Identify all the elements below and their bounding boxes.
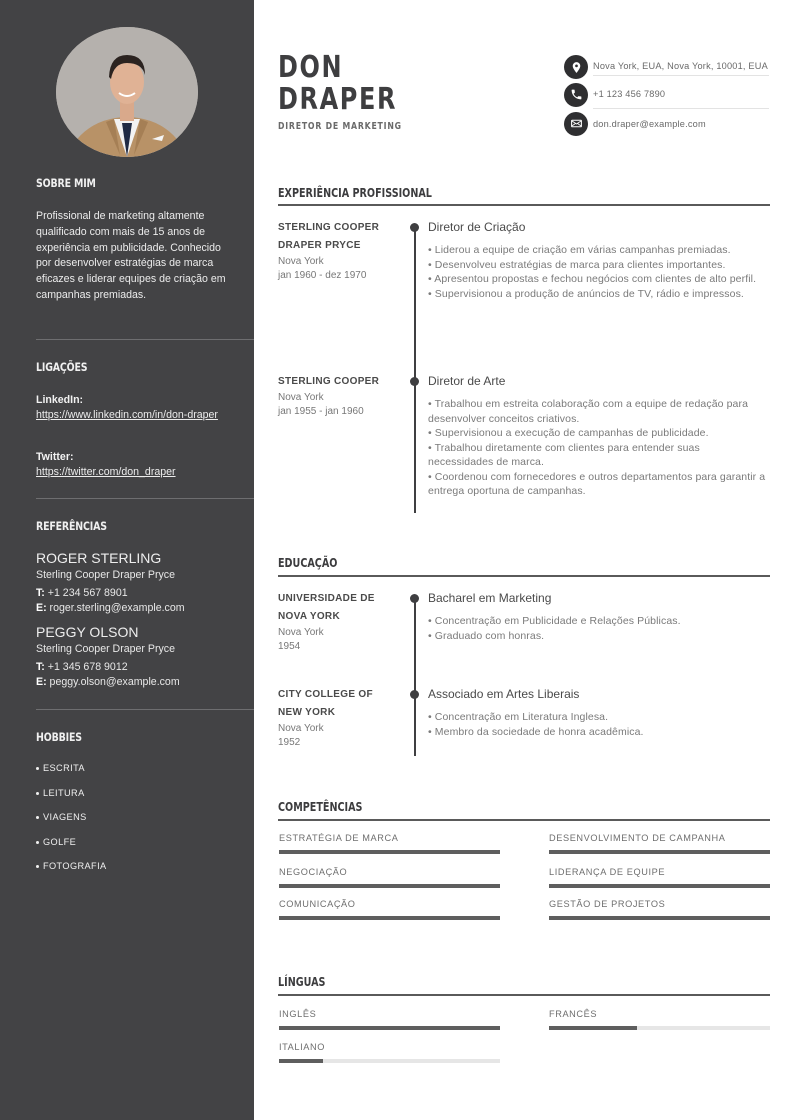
entry-role: Diretor de Arte (428, 374, 506, 388)
language-bar-fill (279, 1059, 323, 1063)
sidebar (0, 0, 254, 1120)
skill-item (279, 832, 500, 854)
bullet-item: • Membro da sociedade de honra acadêmica. (428, 725, 644, 738)
hobbies-list (36, 760, 107, 883)
links-heading: LIGAÇÕES (36, 360, 88, 374)
entry-role: Diretor de Criação (428, 220, 526, 234)
reference-email-value[interactable]: roger.sterling@example.com (49, 601, 185, 614)
entry-bullets (428, 614, 768, 643)
reference-name: PEGGY OLSON (36, 624, 139, 640)
hobbies-heading: HOBBIES (36, 730, 82, 744)
hobby-item (36, 809, 107, 834)
entry-organization (278, 373, 398, 418)
language-bar (279, 1026, 500, 1030)
email-text[interactable]: don.draper@example.com (593, 118, 706, 129)
divider (36, 709, 254, 710)
language-label: INGLÊS (279, 1009, 317, 1019)
skill-bar-fill (549, 884, 770, 888)
section-rule (278, 994, 770, 996)
skill-bar-fill (279, 850, 500, 854)
language-label: FRANCÊS (549, 1009, 598, 1019)
bullet-item: • Concentração em Literatura Inglesa. (428, 711, 609, 723)
link-linkedin (36, 393, 236, 422)
skill-bar (279, 884, 500, 888)
language-item (549, 1008, 770, 1030)
phone-icon (564, 83, 588, 107)
twitter-label: Twitter: (36, 451, 74, 463)
skill-bar-fill (549, 850, 770, 854)
divider (36, 498, 254, 499)
bullet-item: • Apresentou propostas e fechou negócios com clientes de alto perfil. (428, 273, 757, 285)
language-bar-fill (549, 1026, 637, 1030)
entry-dates: jan 1955 - jan 1960 (278, 405, 364, 417)
entry-location: Nova York (278, 256, 324, 267)
language-bar-fill (279, 1026, 500, 1030)
skill-bar (549, 916, 770, 920)
entry-role: Associado em Artes Liberais (428, 687, 580, 701)
entry-bullets (428, 397, 768, 499)
hobby-label: GOLFE (43, 836, 77, 847)
hobby-label: LEITURA (43, 787, 85, 798)
org-line: UNIVERSIDADE DE (278, 593, 375, 604)
skill-bar-fill (279, 916, 500, 920)
about-heading: SOBRE MIM (36, 176, 96, 190)
section-rule (278, 819, 770, 821)
entry-organization (278, 590, 398, 653)
bullet-icon (36, 816, 39, 819)
entry-organization (278, 686, 398, 749)
skill-item (549, 866, 770, 888)
section-rule (278, 204, 770, 206)
reference-email (36, 675, 246, 690)
envelope-icon (564, 112, 588, 136)
profile-photo (56, 27, 198, 157)
portrait-image (56, 27, 198, 157)
entry-location: Nova York (278, 392, 324, 403)
skill-item (549, 898, 770, 920)
candidate-name (278, 52, 397, 116)
skill-item (549, 832, 770, 854)
org-line: NEW YORK (278, 707, 336, 718)
entry-dates: 1952 (278, 736, 301, 748)
divider (36, 339, 254, 340)
phone-prefix: T: (36, 661, 45, 673)
skill-label: NEGOCIAÇÃO (279, 867, 348, 877)
experience-heading: EXPERIÊNCIA PROFISSIONAL (278, 186, 432, 200)
bullet-icon (36, 767, 39, 770)
reference-email-value[interactable]: peggy.olson@example.com (49, 675, 180, 688)
entry-organization (278, 219, 398, 282)
bullet-item: • Graduado com honras. (428, 629, 545, 642)
bullet-item: • Supervisionou a execução de campanhas de publicidade. (428, 427, 709, 439)
skill-item (279, 898, 500, 920)
language-bar (279, 1059, 500, 1063)
section-rule (278, 575, 770, 577)
last-name: DRAPER (278, 82, 398, 117)
entry-dates: 1954 (278, 640, 301, 652)
job-title: DIRETOR DE MARKETING (278, 121, 402, 132)
reference-company: Sterling Cooper Draper Pryce (36, 569, 175, 581)
bullet-item: • Concentração em Publicidade e Relações Públicas. (428, 615, 681, 627)
skill-bar (279, 916, 500, 920)
bullet-icon (36, 865, 39, 868)
reference-item (36, 550, 246, 615)
reference-phone (36, 660, 246, 675)
contact-email (564, 111, 769, 138)
languages-heading: LÍNGUAS (278, 975, 326, 989)
bullet-item: • Liderou a equipe de criação em várias campanhas premiadas. (428, 244, 731, 256)
entry-dates: jan 1960 - dez 1970 (278, 269, 367, 281)
org-line: STERLING COOPER (278, 222, 380, 233)
location-pin-icon (564, 55, 588, 79)
contact-phone (564, 81, 769, 109)
hobby-label: FOTOGRAFIA (43, 861, 107, 872)
skill-bar-fill (279, 884, 500, 888)
skill-bar (549, 884, 770, 888)
address-text: Nova York, EUA, Nova York, 10001, EUA (593, 58, 769, 76)
bullet-item: • Desenvolveu estratégias de marca para clientes importantes. (428, 258, 726, 271)
reference-phone-value: +1 345 678 9012 (47, 661, 128, 673)
reference-phone-value: +1 234 567 8901 (47, 587, 128, 599)
skill-bar (279, 850, 500, 854)
bullet-item: • Trabalhou diretamente com clientes para entender suas necessidades de marca. (428, 441, 700, 468)
language-label: ITALIANO (279, 1042, 325, 1052)
timeline-line (414, 596, 416, 756)
hobby-item (36, 760, 107, 785)
skill-label: DESENVOLVIMENTO DE CAMPANHA (549, 833, 726, 843)
phone-prefix: T: (36, 587, 45, 599)
phone-text: +1 123 456 7890 (593, 81, 769, 109)
about-text: Profissional de marketing altamente qualificado com mais de 15 anos de experiência em publicidade. Conhecido por desenvolver estratégias de marca eficazes e liderar equipes de criação em campanhas premiadas. (36, 210, 226, 301)
hobby-item (36, 858, 107, 883)
org-line: STERLING COOPER (278, 376, 380, 387)
reference-phone (36, 586, 246, 601)
hobby-label: ESCRITA (43, 763, 85, 773)
email-prefix: E: (36, 675, 47, 688)
bullet-item: • Supervisionou a produção de anúncios de TV, rádio e impressos. (428, 287, 744, 300)
timeline-dot-icon (410, 223, 419, 232)
language-item (279, 1041, 500, 1063)
timeline-dot-icon (410, 690, 419, 699)
hobby-label: VIAGENS (43, 812, 87, 823)
timeline-line (414, 226, 416, 513)
org-line: NOVA YORK (278, 611, 340, 622)
bullet-item: • Coordenou com fornecedores e outros departamentos para garantir a entrega oportuna de campanhas. (428, 470, 766, 497)
bullet-icon (36, 841, 39, 844)
linkedin-label: LinkedIn: (36, 394, 84, 406)
skill-label: LIDERANÇA DE EQUIPE (549, 867, 666, 877)
education-heading: EDUCAÇÃO (278, 556, 338, 570)
skill-bar-fill (549, 916, 770, 920)
first-name: DON (278, 50, 344, 85)
skill-label: COMUNICAÇÃO (279, 899, 356, 909)
reference-company: Sterling Cooper Draper Pryce (36, 643, 175, 655)
twitter-url[interactable]: https://twitter.com/don_draper (36, 465, 176, 478)
hobby-item (36, 834, 107, 859)
hobby-item (36, 785, 107, 810)
entry-role: Bacharel em Marketing (428, 591, 552, 605)
email-prefix: E: (36, 601, 47, 614)
references-heading: REFERÊNCIAS (36, 519, 107, 533)
language-bar (549, 1026, 770, 1030)
reference-name: ROGER STERLING (36, 550, 162, 566)
skills-heading: COMPETÊNCIAS (278, 800, 363, 814)
entry-bullets (428, 243, 768, 301)
org-line: CITY COLLEGE OF (278, 689, 373, 700)
contact-address (564, 55, 769, 79)
skill-bar (549, 850, 770, 854)
reference-email (36, 601, 246, 616)
bullet-icon (36, 792, 39, 795)
timeline-dot-icon (410, 594, 419, 603)
org-line: DRAPER PRYCE (278, 240, 361, 251)
entry-bullets (428, 710, 768, 739)
entry-location: Nova York (278, 627, 324, 638)
contact-list (564, 55, 769, 137)
skill-label: ESTRATÉGIA DE MARCA (279, 833, 399, 843)
link-twitter (36, 450, 236, 479)
bullet-item: • Trabalhou em estreita colaboração com a equipe de redação para desenvolver conceitos criativos. (428, 398, 749, 425)
skill-item (279, 866, 500, 888)
timeline-dot-icon (410, 377, 419, 386)
reference-item (36, 624, 246, 689)
skill-label: GESTÃO DE PROJETOS (549, 899, 666, 909)
linkedin-url[interactable]: https://www.linkedin.com/in/don-draper (36, 408, 218, 421)
language-item (279, 1008, 500, 1030)
entry-location: Nova York (278, 723, 324, 734)
